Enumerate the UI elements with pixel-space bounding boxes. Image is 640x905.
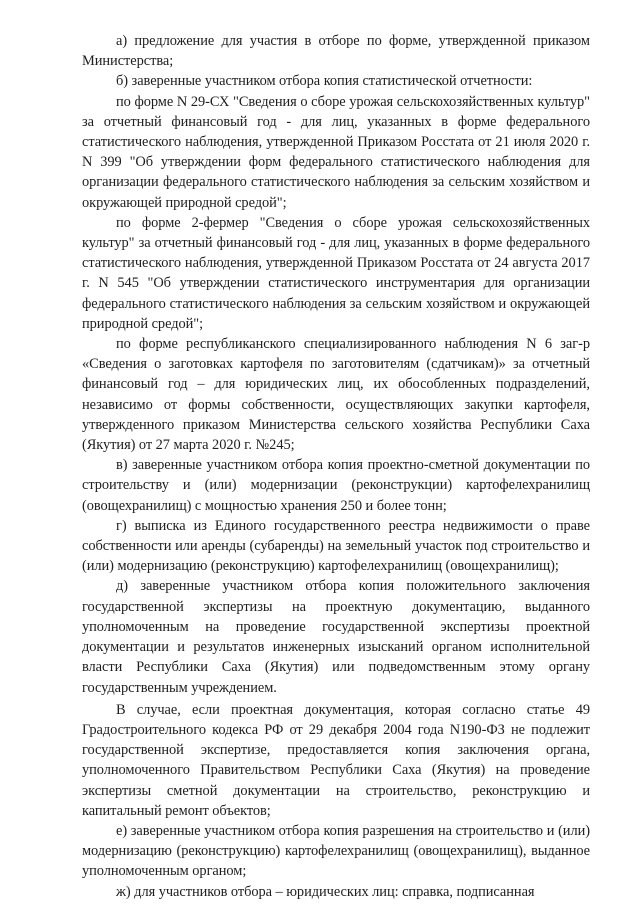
paragraph-d: д) заверенные участником отбора копия положительного заключения государственной экспертизы на проектную документацию, выданного уполномоченным на проведение государственной экспертизы проектной документации и результатов инженерных изысканий органом исполнительной власти Республики Саха (Якутия) или подведомственным этому органу государственным учреждением. [82,578,590,696]
paragraph-zh: ж) для участников отбора – юридических лиц: справка, подписанная [116,883,535,900]
paragraph-a: а) предложение для участия в отборе по форме, утвержденной приказом Министерства; [82,33,590,70]
paragraph-form-29-sh: по форме N 29-СХ "Сведения о сборе урожая сельскохозяйственных культур" за отчетный финансовый год - для лиц, указанных в форме федерального статистического наблюдения, утвержденной Приказом Росстата от 21 июля 2020 г. N 399 "Об утверждении форм федерального статистического наблюдения для организации федерального статистического наблюдения за сельским хозяйством и окружающей природной средой"; [82,93,590,211]
paragraph-form-6-zag: по форме республиканского специализированного наблюдения N 6 заг-р «Сведения о заготовках картофеля по заготовителям (сдатчикам)» за отчетный финансовый год – для юридических лиц, их обособленных подразделений, независимо от формы собственности, осуществляющих закупки картофеля, утвержденного приказом Министерства сельского хозяйства Республики Саха (Якутия) от 27 марта 2020 г. №245; [82,336,590,454]
document-body [82,31,590,902]
paragraph-g: г) выписка из Единого государственного реестра недвижимости о праве собственности или аренды (субаренды) на земельный участок под строительство и (или) модернизацию (реконструкцию) картофелехранилищ (овощехранилищ); [82,517,590,575]
paragraph-form-2-fermer: по форме 2-фермер "Сведения о сборе урожая сельскохозяйственных культур" за отчетный финансовый год - для лиц, указанных в форме федерального статистического наблюдения, утвержденной Приказом Росстата от 24 августа 2017 г. N 545 "Об утверждении статистического инструментария для организации федерального статистического наблюдения за сельским хозяйством и окружающей природной средой"; [82,214,590,332]
paragraph-b: б) заверенные участником отбора копия статистической отчетности: [116,73,533,90]
paragraph-e: е) заверенные участником отбора копия разрешения на строительство и (или) модернизацию (реконструкцию) картофелехранилищ (овощехранилищ), выданное уполномоченным органом; [82,822,590,880]
paragraph-v: в) заверенные участником отбора копия проектно-сметной документации по строительству и (или) модернизации (реконструкции) картофелехранилищ (овощехранилищ) с мощностью хранения 250 и более тонн; [82,457,590,514]
paragraph-expertise-case: В случае, если проектная документация, которая согласно статье 49 Градостроительного кодекса РФ от 29 декабря 2004 года N190-ФЗ не подлежит государственной экспертизе, предоставляется копия заключения органа, уполномоченного Правительством Республики Саха (Якутия) на проведение экспертизы сметной документации на строительство, реконструкцию и капитальный ремонт объектов; [82,701,590,819]
